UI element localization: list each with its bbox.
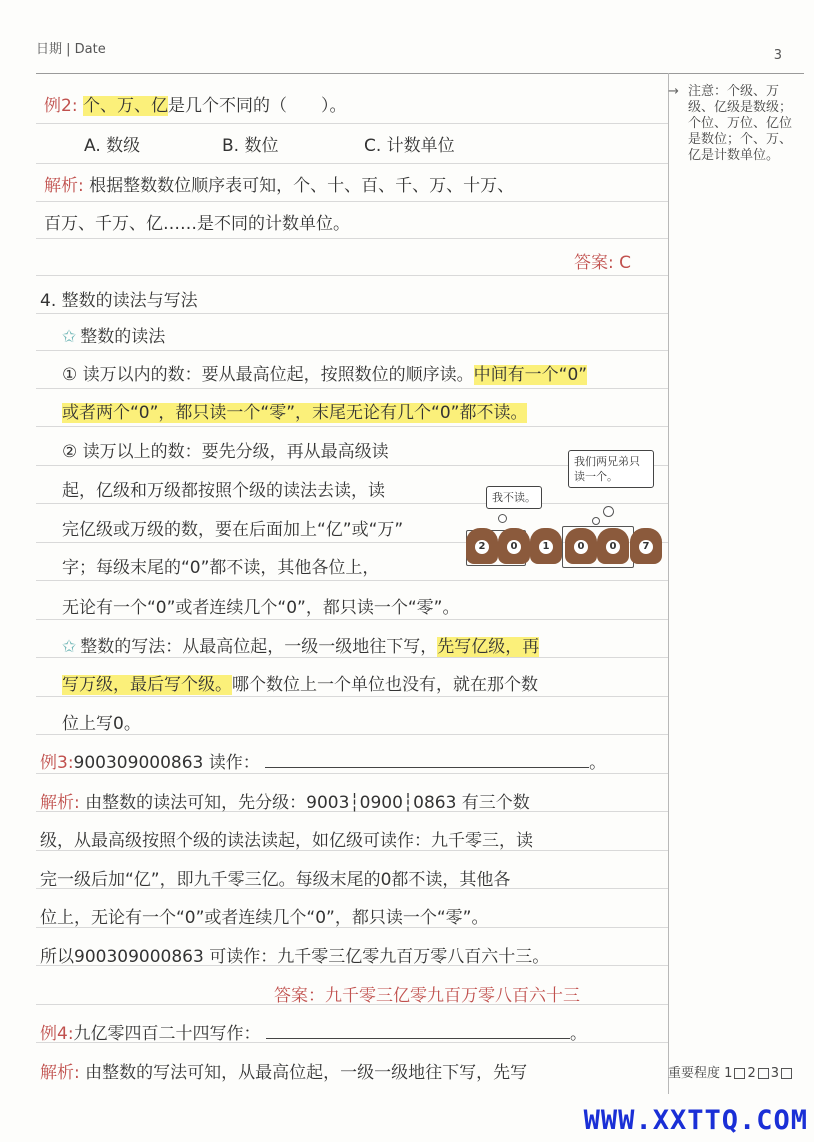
rule1-line (62, 360, 587, 385)
ruled-line (36, 350, 668, 351)
beaver-figure: 1 (530, 528, 562, 564)
importance-level-1: 1 (724, 1066, 733, 1081)
answer-blank[interactable] (266, 1024, 570, 1039)
checkbox[interactable] (734, 1068, 745, 1079)
page-number: 3 (773, 48, 782, 63)
beaver-figure: 0 (565, 528, 597, 564)
importance-label: 重要程度 (668, 1066, 721, 1081)
ruled-line (36, 123, 668, 124)
ruled-line (36, 201, 668, 202)
analysis-label: 解析: (40, 793, 80, 813)
star-icon: ✩ (62, 637, 77, 657)
ruled-line (36, 773, 668, 774)
analysis-text: 由整数的写法可知，从最高位起，一级一级地往下写，先写 (85, 1063, 528, 1083)
thought-dot (498, 514, 507, 523)
example2-option-c: C. 计数单位 (364, 136, 455, 156)
importance-level-3: 3 (770, 1066, 779, 1081)
ruled-line (36, 734, 668, 735)
example2-analysis-line (44, 171, 514, 196)
beaver-figure: 2 (466, 528, 498, 564)
rule2-line: 无论有一个“0”或者连续几个“0”，都只读一个“零”。 (62, 598, 460, 618)
side-note (668, 84, 796, 164)
ruled-line (36, 163, 668, 164)
writing-rule-text: 哪个数位上一个单位也没有，就在那个数 (232, 675, 538, 695)
date-label: 日期 | Date (36, 42, 106, 57)
example3-question (40, 748, 606, 773)
header-divider (36, 73, 804, 74)
rule1-line (62, 398, 527, 423)
rule1-highlight: 中间有一个“0” (473, 365, 588, 385)
example2-option-a: A. 数级 (84, 136, 141, 156)
writing-rule-line: 位上写0。 (62, 714, 141, 734)
example2-question (44, 91, 346, 116)
speech-bubble-right: 我们两兄弟只读一个。 (568, 450, 654, 488)
ruled-line (36, 696, 668, 697)
importance-level-2: 2 (747, 1066, 756, 1081)
example4-analysis-line (40, 1058, 527, 1083)
example3-question-text: 900309000863 读作： (73, 753, 260, 773)
example3-analysis-line (40, 788, 530, 813)
example3-analysis-line: 所以900309000863 可读作：九千零三亿零九百万零八百六十三。 (40, 947, 550, 967)
example3-analysis-line: 位上，无论有一个“0”或者连续几个“0”，都只读一个“零”。 (40, 908, 489, 928)
analysis-text: 由整数的读法可知，先分级：9003┆0900┆0863 有三个数 (85, 793, 530, 813)
analysis-text: 根据整数数位顺序表可知，个、十、百、千、万、十万、 (89, 176, 515, 196)
example2-analysis-line: 百万、千万、亿……是不同的计数单位。 (44, 214, 350, 234)
margin-divider (668, 73, 669, 1094)
example4-question (40, 1019, 587, 1044)
example2-label: 例2: (44, 96, 78, 116)
rule1-text: ① 读万以内的数：要从最高位起，按照数位的顺序读。 (62, 365, 474, 385)
example3-analysis-line: 完一级后加“亿”，即九千零三亿。每级末尾的0都不读，其他各 (40, 870, 511, 890)
star-icon: ✩ (62, 327, 77, 347)
rule2-line: 起，亿级和万级都按照个级的读法去读，读 (62, 481, 385, 501)
rule2-line: ② 读万以上的数：要先分级，再从最高级读 (62, 442, 389, 462)
ruled-line (36, 503, 668, 504)
example3-answer: 答案：九千零三亿零九百万零八百六十三 (274, 986, 580, 1006)
ruled-line (36, 580, 668, 581)
watermark: WWW.XXTTQ.COM (583, 1105, 808, 1136)
thought-dot (592, 517, 600, 525)
example3-end: 。 (589, 753, 607, 773)
ruled-line (36, 426, 668, 427)
checkbox[interactable] (758, 1068, 769, 1079)
example2-answer: 答案: C (574, 253, 632, 273)
example2-option-b: B. 数位 (222, 136, 279, 156)
rule2-line: 字；每级末尾的“0”都不读，其他各位上， (62, 558, 380, 578)
example3-label: 例3: (40, 753, 74, 773)
writing-rule-line (62, 670, 538, 695)
checkbox[interactable] (781, 1068, 792, 1079)
writing-rule-line (62, 632, 539, 657)
importance-rating (668, 1062, 794, 1081)
example2-question-text: 是几个不同的（ ）。 (167, 96, 347, 116)
beaver-figure: 0 (498, 528, 530, 564)
analysis-label: 解析: (44, 176, 84, 196)
beaver-figure: 7 (630, 528, 662, 564)
rule2-line: 完亿级或万级的数，要在后面加上“亿”或“万” (62, 520, 404, 540)
writing-rule-text: 整数的写法：从最高位起，一级一级地往下写， (80, 637, 438, 657)
speech-bubble-left: 我不读。 (486, 486, 542, 509)
side-note-text: 注意：个级、万级、亿级是数级；个位、万位、亿位是数位；个、万、亿是计数单位。 (688, 84, 793, 163)
example2-highlight: 个、万、亿 (82, 96, 168, 116)
reading-title (62, 322, 165, 347)
ruled-line (36, 619, 668, 620)
beaver-figure: 0 (597, 528, 629, 564)
ruled-line (36, 313, 668, 314)
rule1-highlight: 或者两个“0”，都只读一个“零”，末尾无论有几个“0”都不读。 (62, 403, 528, 423)
example4-label: 例4: (40, 1024, 74, 1044)
ruled-line (36, 275, 668, 276)
thought-dot (603, 506, 614, 517)
example3-analysis-line: 级，从最高级按照个级的读法读起，如亿级可读作：九千零三，读 (40, 831, 533, 851)
ruled-line (36, 238, 668, 239)
writing-highlight: 写万级，最后写个级。 (62, 675, 232, 695)
writing-highlight: 先写亿级，再 (437, 637, 540, 657)
section-title: 4. 整数的读法与写法 (40, 291, 198, 311)
example4-question-text: 九亿零四百二十四写作： (73, 1024, 261, 1044)
example4-end: 。 (569, 1024, 587, 1044)
analysis-label: 解析: (40, 1063, 80, 1083)
ruled-line (36, 388, 668, 389)
reading-title-text: 整数的读法 (80, 327, 166, 347)
answer-blank[interactable] (265, 753, 589, 768)
ruled-line (36, 657, 668, 658)
arrow-right-icon: → (668, 84, 679, 99)
